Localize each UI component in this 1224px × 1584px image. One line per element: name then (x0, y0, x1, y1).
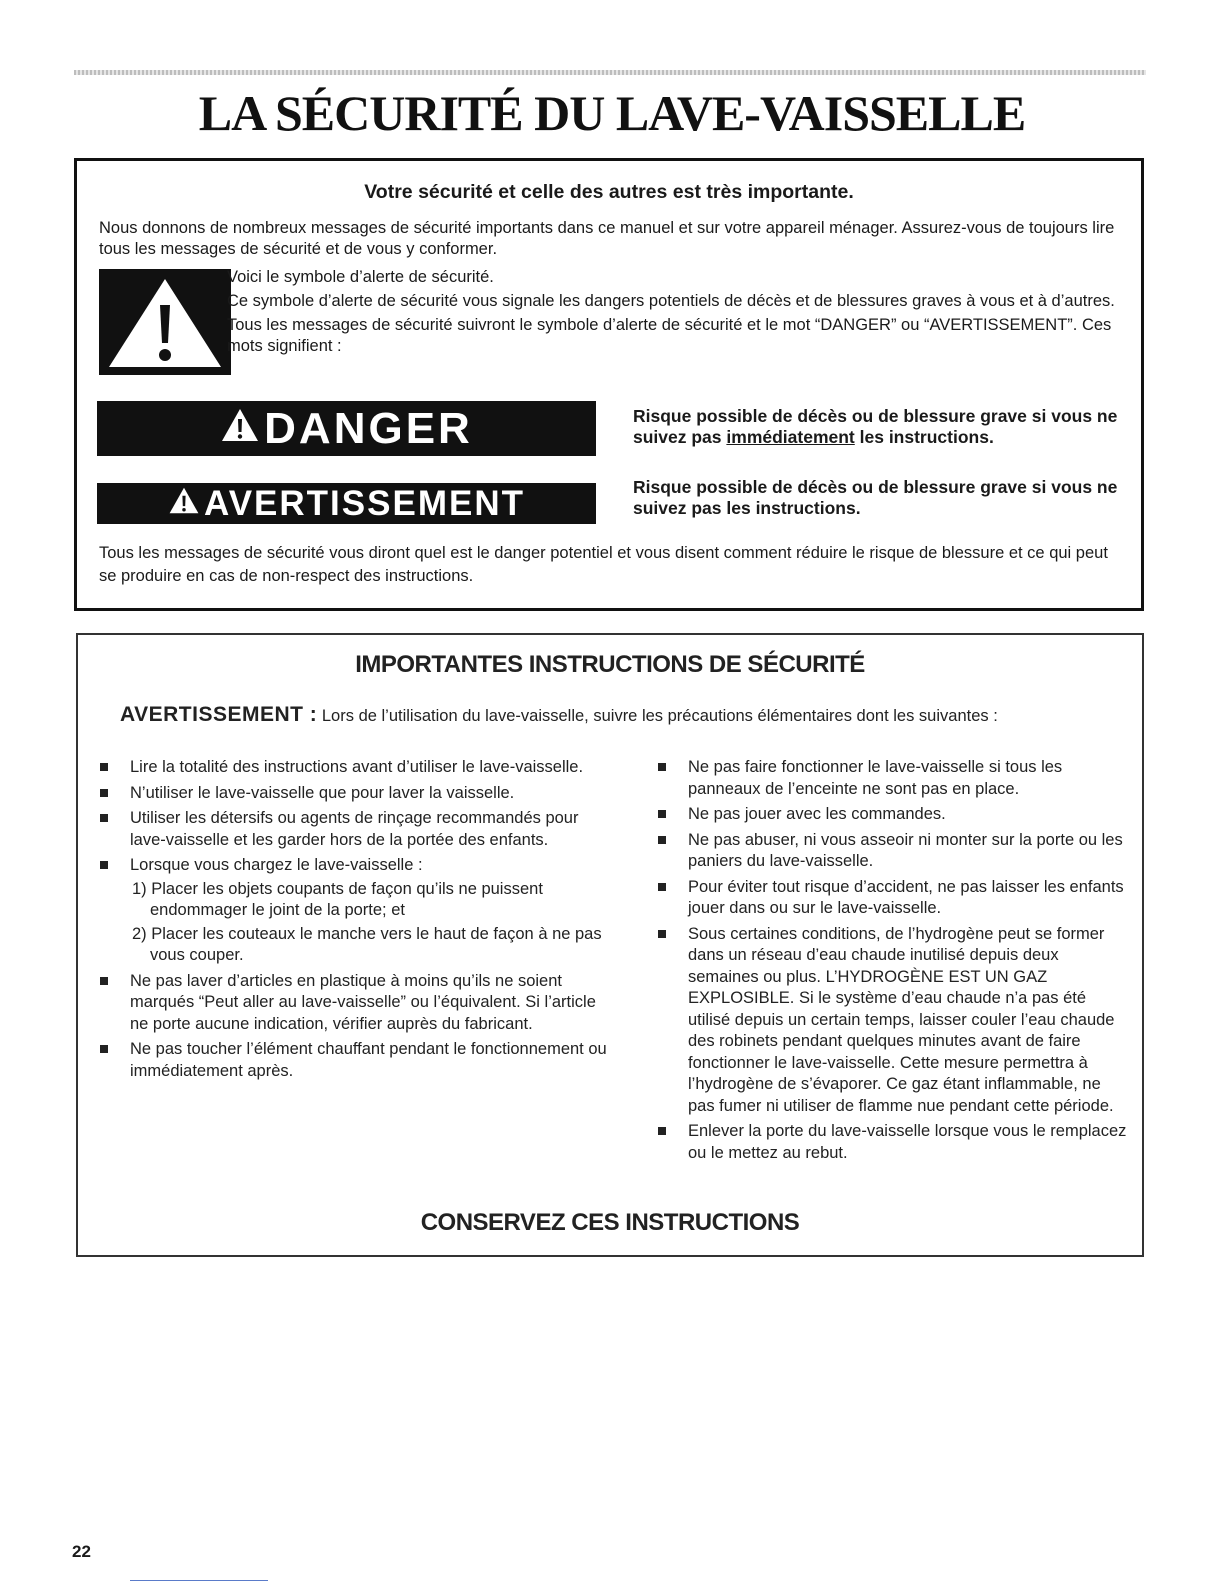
list-item-text: Enlever la porte du lave-vaisselle lorsque vous le remplacez ou le mettez au rebut. (688, 1122, 1127, 1162)
danger-desc-end: les instructions. (854, 427, 994, 447)
square-bullet-icon (100, 789, 108, 797)
safety-message-box (74, 158, 1144, 611)
important-instructions-box (76, 633, 1144, 1257)
square-bullet-icon (100, 977, 108, 985)
bottom-divider (130, 1580, 268, 1581)
list-item-text: Ne pas jouer avec les commandes. (688, 805, 946, 823)
list-item-text: Sous certaines conditions, de l’hydrogène peut se former dans un réseau d’eau chaude inutilisé depuis deux semaines ou plus. L’HYDROGÈNE EST UN GAZ EXPLOSIBLE. Si le système d’eau chaude n’a pas été utilisé depuis un certain temps, laisser couler l’eau chaude des robinets pendant quelques minutes avant de faire fonctionner le lave-vaisselle. Cette mesure permettra à l’hydrogène de s’évaporer. Ce gaz étant inflammable, ne pas fumer ni utiliser de flamme nue pendant cette période. (688, 924, 1115, 1115)
square-bullet-icon (100, 1045, 108, 1053)
instructions-right-column (650, 757, 1130, 1168)
square-bullet-icon (100, 861, 108, 869)
list-item (92, 757, 612, 779)
square-bullet-icon (658, 883, 666, 891)
danger-banner (97, 401, 596, 456)
list-item-text: Ne pas toucher l’élément chauffant pendant le fonctionnement ou immédiatement après. (130, 1040, 607, 1080)
symbol-line-2: Ce symbole d’alerte de sécurité vous signale les dangers potentiels de décès et de blessures graves à vous et à d’autres. (227, 292, 1115, 310)
warning-banner (97, 483, 596, 524)
list-item (92, 808, 612, 851)
list-item (92, 783, 612, 805)
list-item (650, 1121, 1130, 1164)
warning-word: AVERTISSEMENT : (120, 703, 318, 726)
list-item-text: Ne pas abuser, ni vous asseoir ni monter sur la porte ou les paniers du lave-vaisselle. (688, 830, 1123, 870)
instructions-warning (120, 703, 1120, 728)
warning-triangle-icon (99, 269, 231, 375)
page-number: 22 (72, 1542, 91, 1561)
list-item-text: Lire la totalité des instructions avant d’utiliser le lave-vaisselle. (130, 758, 584, 776)
safety-footer: Tous les messages de sécurité vous diront quel est le danger potentiel et vous disent comment réduire le risque de blessure et ce qui peut se produire en cas de non-respect des instructions. (99, 544, 1108, 585)
list-item-text: N’utiliser le lave-vaisselle que pour laver la vaisselle. (130, 783, 515, 802)
symbol-explanation (227, 267, 1127, 360)
danger-description (633, 406, 1133, 448)
safety-intro: Nous donnons de nombreux messages de sécurité importants dans ce manuel et sur votre appareil ménager. Assurez-vous de toujours lire tous les messages de sécurité et de vous y conformer. (99, 219, 1115, 258)
list-item (650, 877, 1130, 920)
warning-text: Lors de l’utilisation du lave-vaisselle, suivre les précautions élémentaires dont les suivantes : (317, 707, 998, 725)
instructions-heading: IMPORTANTES INSTRUCTIONS DE SÉCURITÉ (355, 651, 865, 678)
list-item (92, 855, 612, 967)
list-item-text: Lorsque vous chargez le lave-vaisselle : (130, 856, 423, 874)
safety-heading: Votre sécurité et celle des autres est très importante. (364, 181, 854, 203)
symbol-line-3: Tous les messages de sécurité suivront le symbole d’alerte de sécurité et le mot “DANGER” ou “AVERTISSEMENT”. Ces mots signifient : (227, 316, 1112, 355)
list-item-text: Pour éviter tout risque d’accident, ne pas laisser les enfants jouer dans ou sur le lave-vaisselle. (688, 877, 1124, 917)
list-item (92, 1039, 612, 1082)
warning-label: AVERTISSEMENT (204, 484, 525, 523)
square-bullet-icon (658, 763, 666, 771)
square-bullet-icon (658, 836, 666, 844)
sub-item: 2) Placer les couteaux le manche vers le haut de façon à ne pas vous couper. (132, 924, 602, 964)
list-item (92, 971, 612, 1036)
square-bullet-icon (658, 930, 666, 938)
top-rule (74, 70, 1146, 75)
sub-item: 1) Placer les objets coupants de façon qu’ils ne puissent endommager le joint de la porte; et (132, 879, 543, 919)
instructions-footer: CONSERVEZ CES INSTRUCTIONS (420, 1209, 800, 1236)
page-title: LA SÉCURITÉ DU LAVE-VAISSELLE (198, 85, 1026, 141)
square-bullet-icon (100, 814, 108, 822)
warning-description: Risque possible de décès ou de blessure grave si vous ne suivez pas les instructions. (633, 477, 1118, 518)
danger-desc-start: Risque possible de décès ou de blessure grave si vous ne suivez pas (633, 406, 1118, 447)
safety-alert-symbol (99, 269, 231, 375)
list-item-text: Ne pas laver d’articles en plastique à moins qu’ils ne soient marqués “Peut aller au lave-vaisselle” ou l’équivalent. Si l’article ne porte aucune indication, vérifier auprès du fabricant. (130, 971, 596, 1033)
warning-alert-icon (168, 486, 200, 515)
danger-label: DANGER (264, 404, 473, 453)
square-bullet-icon (658, 1127, 666, 1135)
instructions-left-column (92, 757, 612, 1086)
danger-desc-emphasis: immédiatement (726, 427, 855, 447)
square-bullet-icon (100, 763, 108, 771)
danger-alert-icon (220, 407, 260, 443)
square-bullet-icon (658, 810, 666, 818)
list-item-text: Utiliser les détersifs ou agents de rinçage recommandés pour lave-vaisselle et les garder hors de la portée des enfants. (130, 809, 579, 849)
list-item (650, 830, 1130, 873)
list-item (650, 924, 1130, 1118)
list-item (650, 804, 1130, 826)
list-item (650, 757, 1130, 800)
symbol-line-1: Voici le symbole d’alerte de sécurité. (227, 268, 494, 286)
list-item-text: Ne pas faire fonctionner le lave-vaisselle si tous les panneaux de l’enceinte ne sont pas en place. (688, 758, 1063, 798)
